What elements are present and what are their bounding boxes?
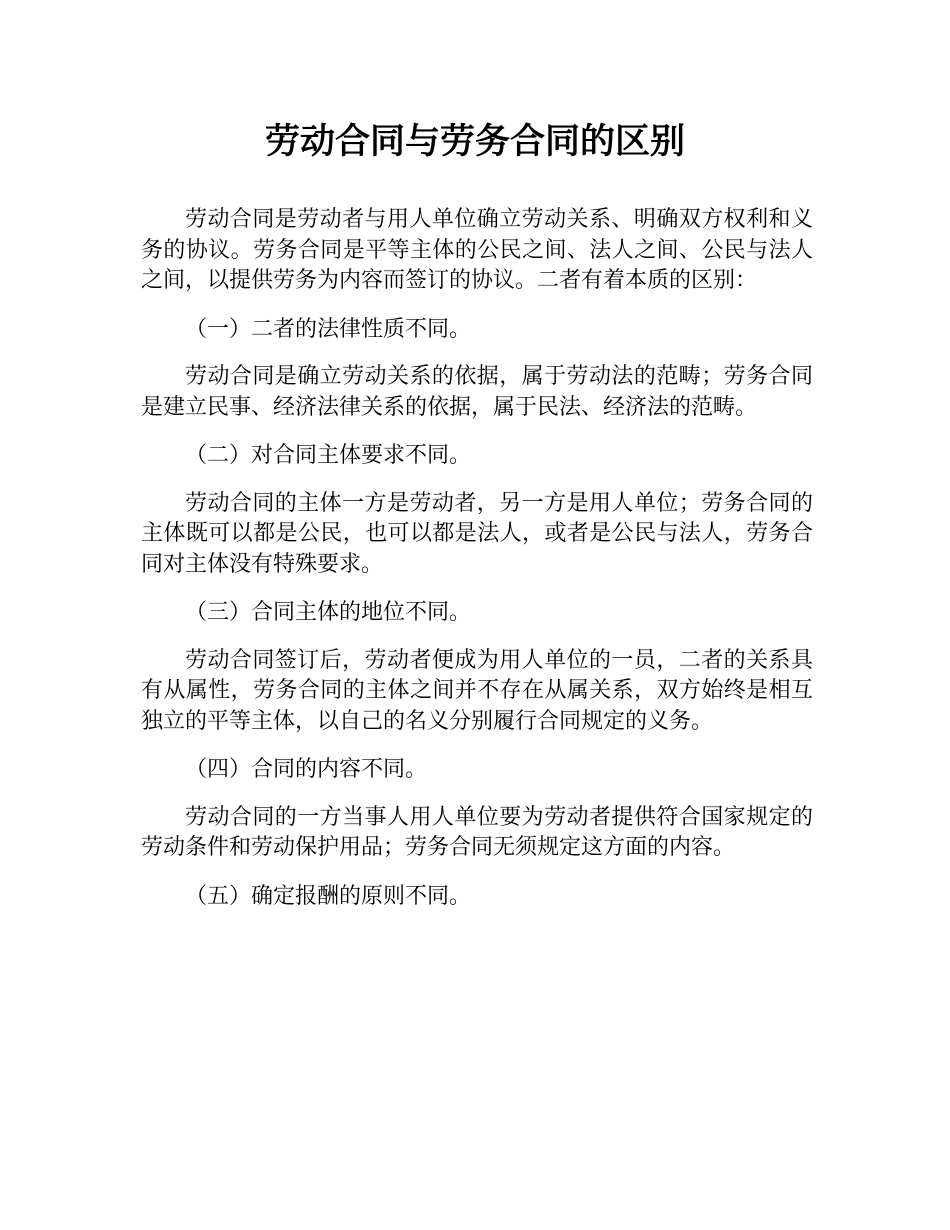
section-heading-4: （四）合同的内容不同。 (185, 757, 428, 782)
intro-paragraph: 劳动合同是劳动者与用人单位确立劳动关系、明确双方权利和义务的协议。劳务合同是平等主体的公民之间、法人之间、公民与法人之间，以提供劳务为内容而签订的协议。二者有着本质的区别： (141, 207, 813, 293)
section-paragraph-2: 劳动合同的主体一方是劳动者，另一方是用人单位；劳务合同的主体既可以都是公民，也可以都是法人，或者是公民与法人，劳务合同对主体没有特殊要求。 (141, 490, 813, 577)
document-body (141, 205, 813, 929)
section-paragraph-3: 劳动合同签订后，劳动者便成为用人单位的一员，二者的关系具有从属性，劳务合同的主体之间并不存在从属关系，双方始终是相互独立的平等主体，以自己的名义分别履行合同规定的义务。 (141, 647, 813, 734)
section-paragraph-1: 劳动合同是确立劳动关系的依据，属于劳动法的范畴；劳务合同是建立民事、经济法律关系的依据，属于民法、经济法的范畴。 (141, 364, 813, 420)
document-title: 劳动合同与劳务合同的区别 (264, 122, 685, 162)
section-heading-2: （二）对合同主体要求不同。 (185, 443, 472, 468)
section-heading-3: （三）合同主体的地位不同。 (185, 600, 472, 625)
section-heading-1: （一）二者的法律性质不同。 (185, 316, 472, 342)
section-heading-5: （五）确定报酬的原则不同。 (185, 883, 472, 909)
section-paragraph-4: 劳动合同的一方当事人用人单位要为劳动者提供符合国家规定的劳动条件和劳动保护用品；劳务合同无须规定这方面的内容。 (141, 804, 813, 860)
